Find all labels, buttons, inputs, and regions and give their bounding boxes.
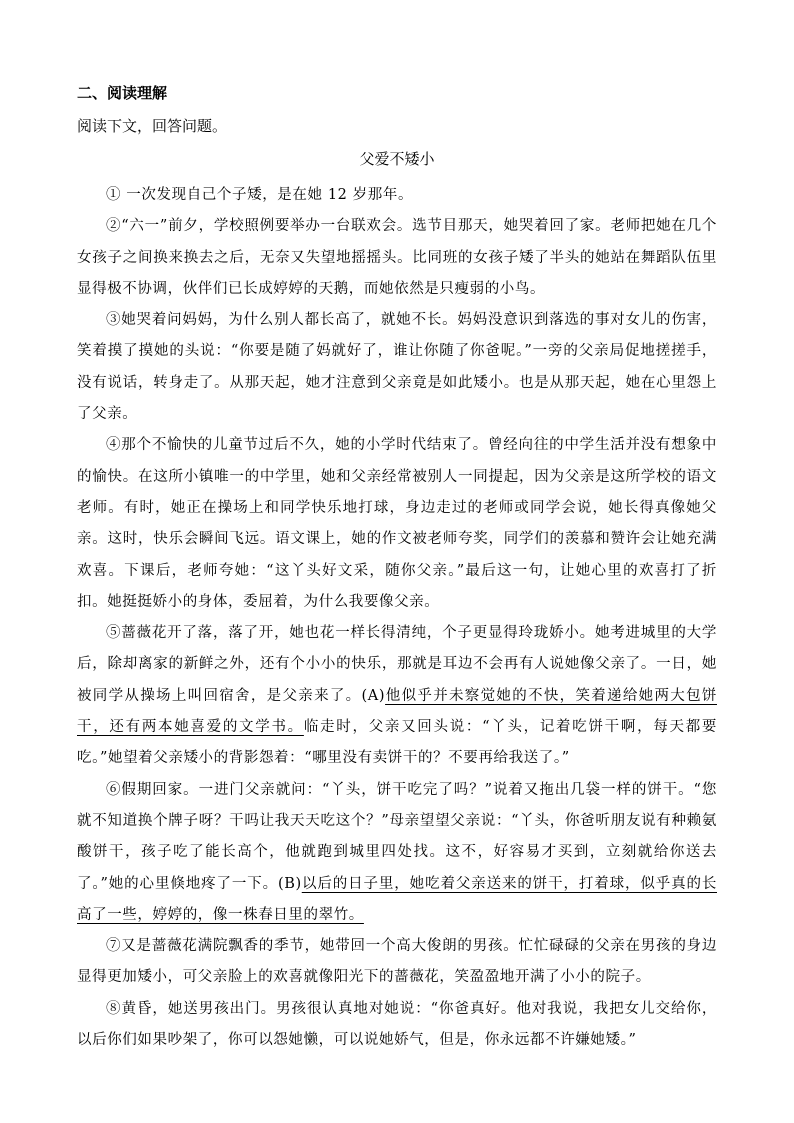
paragraph-8 (77, 994, 717, 1057)
paragraph-2 (77, 211, 717, 305)
paragraph-3 (77, 305, 717, 430)
paragraph-text: ③她哭着问妈妈，为什么别人都长高了，就她不长。妈妈没意识到落选的事对女儿的伤害，笑着摸了摸她的头说：“你要是随了妈就好了，谁让你随了你爸呢。”一旁的父亲局促地搓搓手，没有说话，转身走了。从那天起，她才注意到父亲竟是如此矮小。也是从那天起，她在心里怨上了父亲。 (77, 312, 717, 423)
paragraph-1 (77, 180, 717, 211)
article-title: 父爱不矮小 (359, 150, 435, 168)
underlined-sentence-b: 以后的日子里，她吃着父亲送来的饼干，打着球，似乎真的长高了一些，婷婷的，像一株春日里的翠竹。 (77, 875, 717, 923)
paragraph-text: ②“六一”前夕，学校照例要举办一台联欢会。选节目那天，她哭着回了家。老师把她在几个女孩子之间换来换去之后，无奈又失望地摇摇头。比同班的女孩子矮了半头的她站在舞蹈队伍里显得极不协调，伙伴们已长成婷婷的天鹅，而她依然是只瘦弱的小鸟。 (77, 218, 717, 297)
paragraph-text: ⑤蔷薇花开了落，落了开，她也花一样长得清纯，个子更显得玲珑娇小。她考进城里的大学后，除却离家的新鲜之外，还有个小小的快乐，那就是耳边不会再有人说她像父亲了。一日，她被同学从操场上叫回宿舍，是父亲来了。(A) (77, 625, 717, 704)
paragraph-4 (77, 430, 717, 618)
underlined-sentence-a: 他似乎并未察觉她的不快，笑着递给她两大包饼干，还有两本她喜爱的文学书。 (77, 687, 717, 736)
paragraph-text: 临走时，父亲又回头说：“丫头，记着吃饼干啊，每天都要吃。”她望着父亲矮小的背影怨着：“哪里没有卖饼干的？不要再给我送了。” (77, 719, 717, 767)
instruction-text: 阅读下文，回答问题。 (77, 117, 228, 135)
section-heading: 二、阅读理解 (77, 84, 168, 102)
paragraph-text: ① 一次发现自己个子矮，是在她 12 岁那年。 (106, 187, 414, 203)
article-body (77, 180, 717, 1056)
paragraph-text: ④那个不愉快的儿童节过后不久，她的小学时代结束了。曾经向往的中学生活并没有想象中的愉快。在这所小镇唯一的中学里，她和父亲经常被别人一同提起，因为父亲是这所学校的语文老师。有时，她正在操场上和同学快乐地打球，身边走过的老师或同学会说，她长得真像她父亲。这时，快乐会瞬间飞远。语文课上，她的作文被老师夸奖，同学们的羡慕和赞许会让她充满欢喜。下课后，老师夸她：“这丫头好文采，随你父亲。”最后这一句，让她心里的欢喜打了折扣。她挺挺娇小的身体，委屈着，为什么我要像父亲。 (77, 437, 717, 610)
paragraph-text: ⑧黄昏，她送男孩出门。男孩很认真地对她说：“你爸真好。他对我说，我把女儿交给你，以后你们如果吵架了，你可以怨她懒，可以说她娇气，但是，你永远都不许嫌她矮。” (77, 1000, 717, 1049)
paragraph-7 (77, 931, 717, 994)
paragraph-5 (77, 618, 717, 774)
paragraph-6 (77, 775, 717, 931)
paragraph-text: ⑦又是蔷薇花满院飘香的季节，她带回一个高大俊朗的男孩。忙忙碌碌的父亲在男孩的身边显得更加矮小，可父亲脸上的欢喜就像阳光下的蔷薇花，笑盈盈地开满了小小的院子。 (77, 938, 717, 986)
paragraph-text: ⑥假期回家。一进门父亲就问：“丫头，饼干吃完了吗？”说着又拖出几袋一样的饼干。“您就不知道换个牌子呀？干吗让我天天吃这个？”母亲望望父亲说：“丫头，你爸听朋友说有种赖氨酸饼干，孩子吃了能长高个，他就跑到城里四处找。这不，好容易才买到，立刻就给你送去了。”她的心里倏地疼了一下。(B) (77, 781, 717, 892)
